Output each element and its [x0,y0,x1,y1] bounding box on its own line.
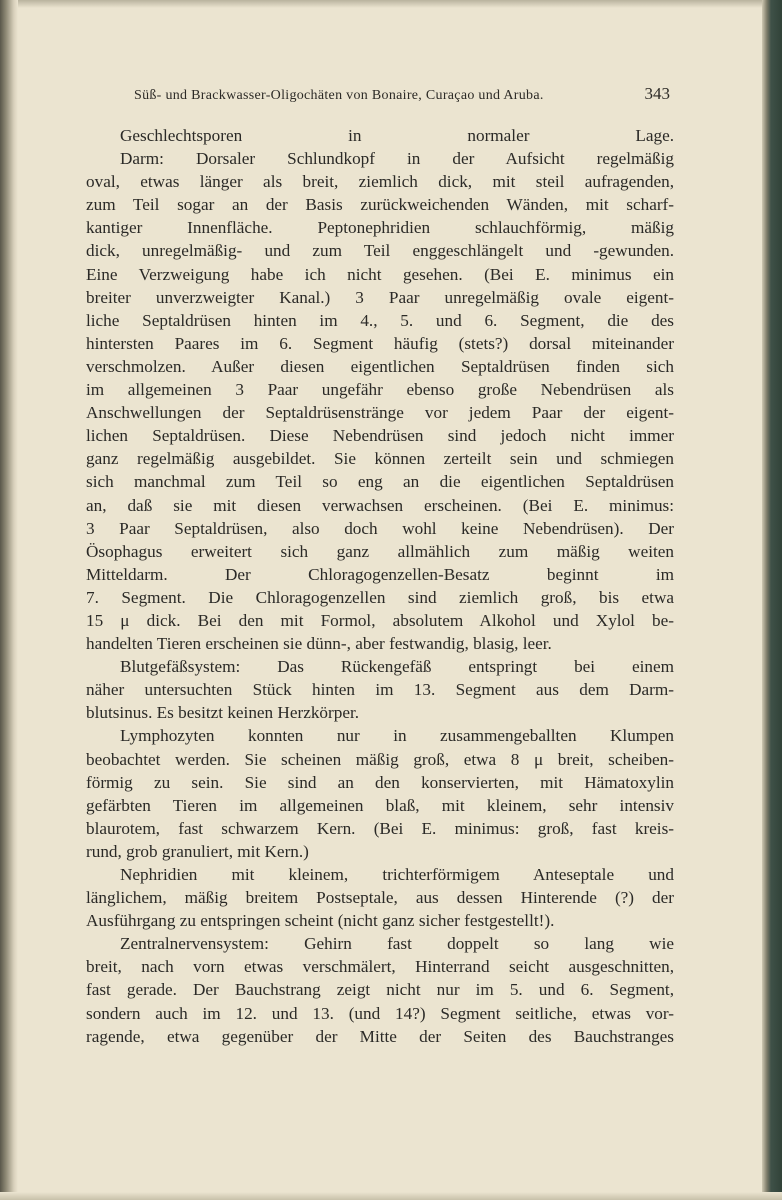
text-line: liche Septaldrüsen hinten im 4., 5. und 6. Segment, die des [86,310,674,330]
text-line: Darm: Dorsaler Schlundkopf in der Aufsicht regelmäßig [120,149,674,169]
text-line: breiter unverzweigter Kanal.) 3 Paar unregelmäßig ovale eigent- [86,287,674,307]
text-line: 15 μ dick. Bei den mit Formol, absolutem Alkohol und Xylol be- [86,610,674,630]
text-line: Eine Verzweigung habe ich nicht gesehen. (Bei E. minimus ein [86,264,674,284]
text-line: Zentralnervensystem: Gehirn fast doppelt so lang wie [120,934,674,954]
text-line: im allgemeinen 3 Paar ungefähr ebenso große Nebendrüsen als [86,380,674,400]
text-line: dick, unregelmäßig- und zum Teil enggeschlängelt und -gewunden. [86,241,674,261]
text-line: sich manchmal zum Teil so eng an die eigentlichen Septaldrüsen [86,472,674,492]
text-line: Ausführgang zu entspringen scheint (nicht ganz sicher festgestellt!). [86,911,555,931]
text-line: zum Teil sogar an der Basis zurückweichenden Wänden, mit scharf- [86,195,674,215]
text-line: oval, etwas länger als breit, ziemlich dick, mit steil aufragenden, [86,172,674,192]
body-text [86,124,674,1048]
text-line: blaurotem, fast schwarzem Kern. (Bei E. minimus: groß, fast kreis- [86,818,674,838]
page-number: 343 [644,84,670,103]
text-line: blutsinus. Es besitzt keinen Herzkörper. [86,703,360,723]
text-line: Anschwellungen der Septaldrüsenstränge vor jedem Paar der eigent- [86,403,674,423]
text-line: fast gerade. Der Bauchstrang zeigt nicht nur im 5. und 6. Segment, [86,980,674,1000]
text-line: gefärbten Tieren im allgemeinen blaß, mit kleinem, sehr intensiv [86,795,674,815]
text-line: Geschlechtsporen in normaler Lage. [120,126,674,145]
text-line: rund, grob granuliert, mit Kern.) [86,841,309,861]
text-line: lichen Septaldrüsen. Diese Nebendrüsen sind jedoch nicht immer [86,426,674,446]
text-line: kantiger Innenfläche. Peptonephridien schlauchförmig, mäßig [86,218,674,238]
text-line: 3 Paar Septaldrüsen, also doch wohl keine Nebendrüsen). Der [86,518,674,538]
text-line: verschmolzen. Außer diesen eigentlichen Septaldrüsen finden sich [86,356,674,376]
page-top-edge [0,0,782,8]
text-line: 7. Segment. Die Chloragogenzellen sind ziemlich groß, bis etwa [86,587,674,607]
running-title: Süß- und Brackwasser-Oligochäten von Bonaire, Curaçao und Aruba. [134,88,544,103]
text-line: ragende, etwa gegenüber der Mitte der Seiten des Bauchstranges [86,1026,674,1046]
text-line: länglichem, mäßig breitem Postseptale, aus dessen Hinterende (?) der [86,888,674,908]
text-line: Mitteldarm. Der Chloragogenzellen-Besatz beginnt im [86,564,674,584]
text-line: Ösophagus erweitert sich ganz allmählich zum mäßig weiten [86,541,674,561]
page-bottom-edge [0,1192,782,1200]
text-line: näher untersuchten Stück hinten im 13. Segment aus dem Darm- [86,680,674,700]
text-line: sondern auch im 12. und 13. (und 14?) Segment seitliche, etwas vor- [86,1003,674,1023]
text-line: ganz regelmäßig ausgebildet. Sie können zerteilt sein und schmiegen [86,449,674,469]
text-line: handelten Tieren erscheinen sie dünn-, aber festwandig, blasig, leer. [86,634,552,654]
text-line: breit, nach vorn etwas verschmälert, Hinterrand seicht ausgeschnitten, [86,957,674,977]
text-line: Lymphozyten konnten nur in zusammengeballten Klumpen [120,726,674,746]
text-line: hintersten Paares im 6. Segment häufig (stets?) dorsal miteinander [86,333,674,353]
text-line: Blutgefäßsystem: Das Rückengefäß entspringt bei einem [120,657,674,677]
text-line: Nephridien mit kleinem, trichterförmigem Anteseptale und [120,865,674,884]
book-binding-shadow [0,0,18,1200]
book-cover-edge [762,0,782,1200]
text-line: an, daß sie mit diesen verwachsen erscheinen. (Bei E. minimus: [86,495,674,515]
text-line: förmig zu sein. Sie sind an den konservierten, mit Hämatoxylin [86,772,674,792]
text-line: beobachtet werden. Sie scheinen mäßig groß, etwa 8 μ breit, scheiben- [86,749,674,769]
